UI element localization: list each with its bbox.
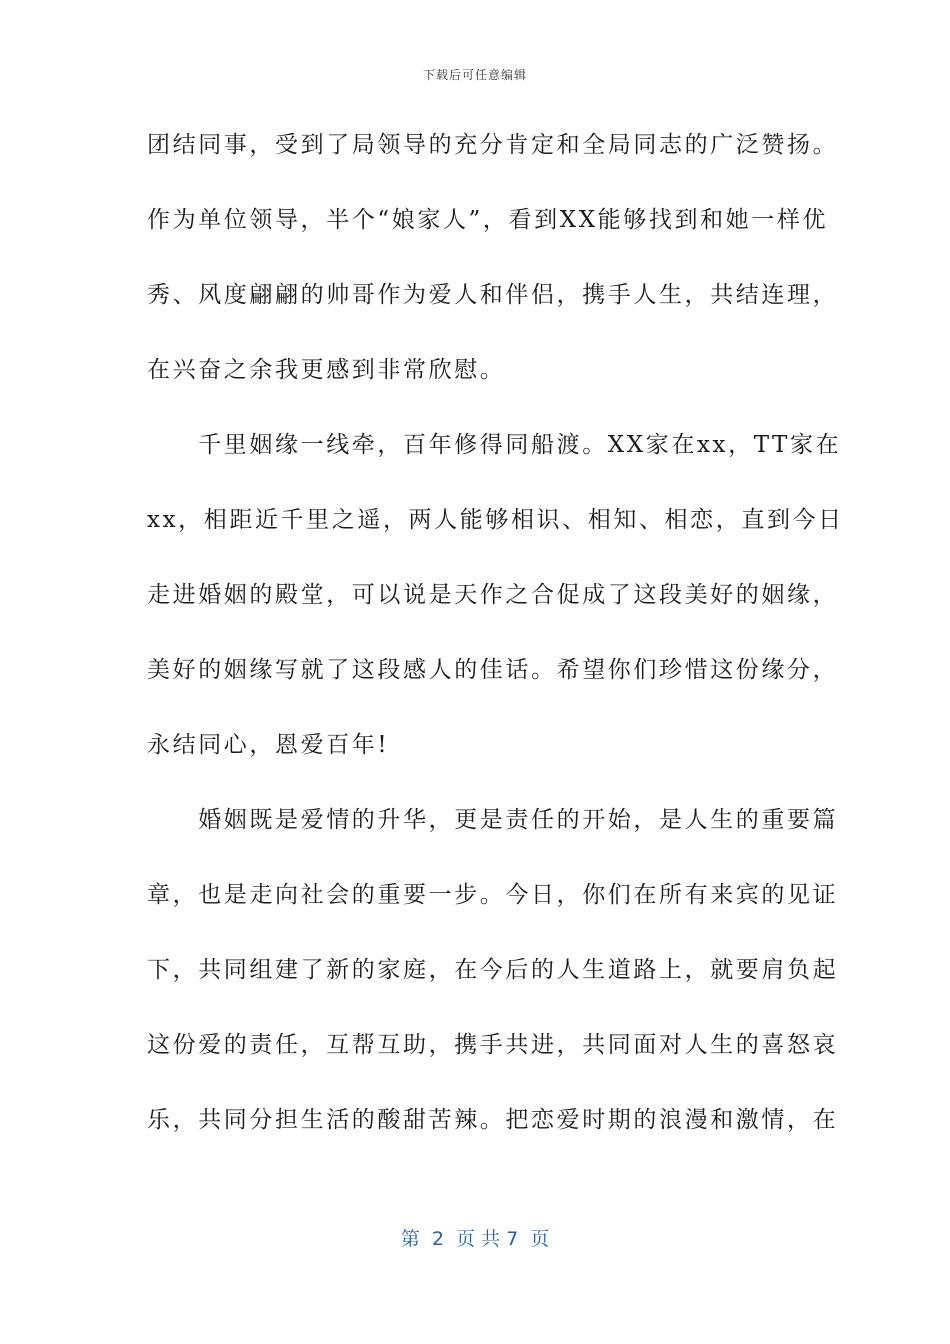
body-line-4: 在兴奋之余我更感到非常欣慰。: [147, 357, 506, 383]
page-number-footer: 第 2 页 共 7 页: [400, 1228, 550, 1250]
body-line-2: 作为单位领导，半个“娘家人”，看到XX能够找到和她一样优: [147, 207, 829, 233]
body-line-8: 美好的姻缘写就了这段感人的佳话。希望你们珍惜这份缘分，: [147, 657, 839, 683]
document-body: [147, 120, 844, 1170]
body-line-7: 走进婚姻的殿堂，可以说是天作之合促成了这段美好的姻缘，: [147, 582, 839, 608]
body-line-12: 下，共同组建了新的家庭，在今后的人生道路上，就要肩负起: [147, 957, 839, 983]
body-line-1: 团结同事，受到了局领导的充分肯定和全局同志的广泛赞扬。: [147, 132, 839, 158]
body-line-5: 千里姻缘一线牵，百年修得同船渡。XX家在xx，TT家在: [147, 432, 842, 458]
header-note: 下载后可任意编辑: [422, 68, 527, 82]
body-line-11: 章，也是走向社会的重要一步。今日，你们在所有来宾的见证: [147, 882, 839, 908]
body-line-13: 这份爱的责任，互帮互助，携手共进，共同面对人生的喜怒哀: [147, 1032, 839, 1058]
body-line-9: 永结同心，恩爱百年!: [147, 732, 390, 758]
body-line-10: 婚姻既是爱情的升华，更是责任的开始，是人生的重要篇: [147, 807, 839, 833]
body-line-6: xx，相距近千里之遥，两人能够相识、相知、相恋，直到今日: [147, 507, 844, 533]
body-line-14: 乐，共同分担生活的酸甜苦辣。把恋爱时期的浪漫和激情，在: [147, 1107, 839, 1133]
body-line-3: 秀、风度翩翩的帅哥作为爱人和伴侣，携手人生，共结连理，: [147, 282, 839, 308]
